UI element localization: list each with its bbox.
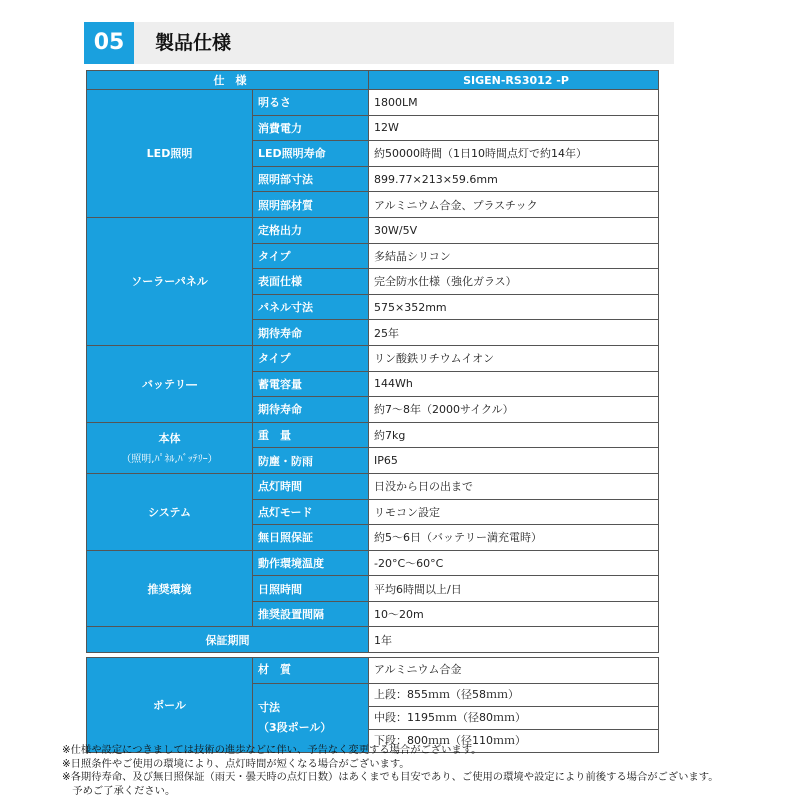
warranty-row — [87, 627, 659, 653]
spec-value: IP65 — [369, 448, 659, 474]
spec-row — [87, 422, 659, 448]
spec-header-label: 仕 様 — [87, 71, 369, 90]
spec-category — [87, 345, 253, 422]
spec-row — [87, 217, 659, 243]
spec-row — [87, 550, 659, 576]
spec-value: 25年 — [369, 320, 659, 346]
spec-category — [87, 473, 253, 550]
footnote: 予めご了承ください。 — [62, 784, 176, 797]
spec-label: タイプ — [253, 243, 369, 269]
spec-category-label: バッテリ― — [142, 377, 197, 391]
spec-label: タイプ — [253, 345, 369, 371]
footnotes — [62, 744, 719, 798]
spec-label: 防塵・防雨 — [253, 448, 369, 474]
spec-value: アルミニウム合金、プラスチック — [369, 192, 659, 218]
pole-size-middle: 中段：1195ｍｍ（径80ｍｍ） — [369, 707, 658, 730]
spec-category — [87, 550, 253, 627]
spec-row — [87, 473, 659, 499]
spec-label: LED照明寿命 — [253, 141, 369, 167]
section-number: 05 — [84, 22, 134, 64]
spec-label: 重 量 — [253, 422, 369, 448]
pole-category: ポール — [87, 658, 253, 753]
section-title: 製品仕様 — [155, 32, 232, 54]
spec-value: 899.77×213×59.6mm — [369, 166, 659, 192]
spec-value: リモコン設定 — [369, 499, 659, 525]
spec-label: 日照時間 — [253, 576, 369, 602]
pole-size-upper: 上段：855ｍｍ（径58ｍｍ） — [369, 684, 658, 707]
pole-material-label: 材 質 — [253, 658, 369, 684]
spec-row — [87, 90, 659, 116]
spec-value: 約7kg — [369, 422, 659, 448]
pole-size-label: 寸法 — [258, 700, 280, 714]
spec-category-label: ソーラーパネル — [131, 275, 208, 289]
pole-size-lower: 下段：800ｍｍ（径110ｍｍ） — [374, 733, 526, 747]
pole-size-sub: （3段ポール） — [258, 720, 332, 734]
spec-table-header-row — [87, 71, 659, 90]
spec-label: 消費電力 — [253, 115, 369, 141]
spec-value: 575×352mm — [369, 294, 659, 320]
footnote: ※仕様や設定につきましては技術の進歩などに伴い、予告なく変更する場合がございます。 — [62, 744, 482, 756]
spec-value: 10～20m — [369, 601, 659, 627]
pole-size-label-cell — [253, 683, 369, 752]
spec-label: 明るさ — [253, 90, 369, 116]
spec-category-label: システム — [148, 505, 191, 519]
spec-category-label: 推奨環境 — [147, 582, 192, 596]
spec-value: 約50000時間（1日10時間点灯で約14年） — [369, 141, 659, 167]
spec-label: 照明部寸法 — [253, 166, 369, 192]
spec-category — [87, 217, 253, 345]
pole-size-values — [369, 683, 659, 752]
pole-table — [86, 657, 659, 753]
spec-label: 推奨設置間隔 — [253, 601, 369, 627]
spec-value: 12W — [369, 115, 659, 141]
spec-row — [87, 345, 659, 371]
spec-value: 1800LM — [369, 90, 659, 116]
spec-label: 蓄電容量 — [253, 371, 369, 397]
pole-material-row — [87, 658, 659, 684]
spec-label: 期待寿命 — [253, 320, 369, 346]
spec-category-label: 本体 — [158, 432, 181, 446]
spec-value: -20°C～60°C — [369, 550, 659, 576]
spec-label: 期待寿命 — [253, 397, 369, 423]
spec-value: 約7～8年（2000サイクル） — [369, 397, 659, 423]
spec-label: 定格出力 — [253, 217, 369, 243]
spec-value: 多結晶シリコン — [369, 243, 659, 269]
spec-value: 約5～6日（バッテリー満充電時） — [369, 525, 659, 551]
spec-label: 表面仕様 — [253, 269, 369, 295]
spec-value: リン酸鉄リチウムイオン — [369, 345, 659, 371]
spec-value: 144Wh — [369, 371, 659, 397]
spec-category — [87, 90, 253, 218]
spec-value: 日没から日の出まで — [369, 473, 659, 499]
spec-value: 完全防水仕様（強化ガラス） — [369, 269, 659, 295]
spec-header-model: SIGEN-RS3012 -P — [369, 71, 659, 90]
footnote: ※各期待寿命、及び無日照保証（雨天・曇天時の点灯日数）はあくまでも目安であり、ご使用の環境や設定により前後する場合がございます。 — [62, 771, 719, 783]
footnote: ※日照条件やご使用の環境により、点灯時間が短くなる場合がございます。 — [62, 757, 410, 770]
spec-label: 照明部材質 — [253, 192, 369, 218]
spec-label: 動作環境温度 — [253, 550, 369, 576]
warranty-value: 1年 — [369, 627, 659, 653]
spec-label: 点灯時間 — [253, 473, 369, 499]
spec-label: パネル寸法 — [253, 294, 369, 320]
spec-category — [87, 422, 253, 473]
pole-material-value: アルミニウム合金 — [369, 658, 659, 684]
spec-value: 平均6時間以上/日 — [369, 576, 659, 602]
spec-table — [86, 70, 659, 653]
spec-value: 30W/5V — [369, 217, 659, 243]
spec-label: 点灯モード — [253, 499, 369, 525]
warranty-label: 保証期間 — [87, 627, 369, 653]
spec-category-sub: （照明,ﾊﾟﾈﾙ,ﾊﾞｯﾃﾘｰ） — [121, 454, 218, 466]
spec-label: 無日照保証 — [253, 525, 369, 551]
spec-category-label: LED照明 — [146, 147, 193, 161]
